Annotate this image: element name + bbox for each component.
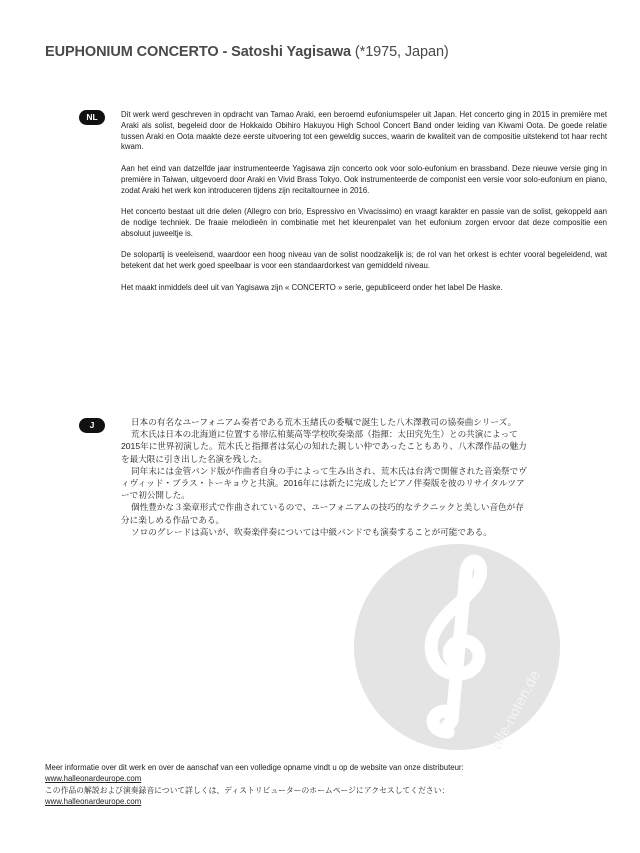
title-subtitle: (*1975, Japan) [354, 44, 449, 60]
jp-line: 日本の有名なユーフォニアム奏者である荒木玉緒氏の委嘱で誕生した八木澤教司の協奏曲シリーズ。 [131, 417, 517, 427]
title-main: EUPHONIUM CONCERTO - Satoshi Yagisawa [45, 44, 351, 60]
nl-paragraph: Het maakt inmiddels deel uit van Yagisawa zijn « CONCERTO » serie, gepubliceerd onder het label De Haske. [121, 282, 503, 292]
distributor-link-jp[interactable]: www.halleonardeurope.com [45, 797, 142, 807]
dutch-description [121, 110, 607, 304]
footer-info-jp: この作品の解説および演奏録音について詳しくは、ディストリビューターのホームページにアクセスしてください： [45, 785, 450, 795]
language-badge-nl: NL [79, 110, 105, 125]
treble-clef-watermark [352, 542, 562, 752]
jp-line: ソロのグレードは高いが、吹奏楽伴奏については中級バンドでも演奏することが可能である。 [131, 526, 492, 537]
distributor-link-nl[interactable]: www.halleonardeurope.com [45, 774, 142, 784]
jp-line: 分に楽しめる作品である。 [121, 514, 225, 525]
jp-line: 個性豊かな３楽章形式で作曲されているので、ユーフォニアムの技巧的なテクニックと美しい音色が存 [131, 502, 524, 513]
watermark-text: alle-noten.de [488, 667, 544, 752]
footer [45, 762, 464, 808]
nl-paragraph: Aan het eind van datzelfde jaar instrumenteerde Yagisawa zijn concerto ook voor solo-eufonium en brassband. Deze nieuwe versie ging in première in Taiwan, uitgevoerd door Araki en Vivid Brass Tokyo. Ook instrumenteerde de componist een versie voor solo-eufonium en piano, zodat Araki het werk kon introduceren tijdens zijn recitaltournee in 2016. [121, 163, 607, 195]
nl-paragraph: Dit werk werd geschreven in opdracht van Tamao Araki, een beroemd eufoniumspeler uit Japan. Het concerto ging in 2015 in première met Araki als solist, begeleid door de Hokkaido Obihiro Hakuyou High School Concert Band onder leiding van Kiwami Oota. De goede relatie tussen Araki en Oota maakte deze eerste uitvoering tot een geweldig succes, waarin de kwaliteit van de compositie uitstekend tot haar recht kwam. [121, 110, 607, 152]
page-title [45, 44, 449, 60]
japanese-description [121, 416, 611, 538]
jp-line: 同年末には金管バンド版が作曲者自身の手によって生み出され、荒木氏は台湾で開催された音楽祭でヴ [131, 465, 527, 476]
jp-line: ィヴィッド・ブラス・トーキョウと共演。2016年には新たに完成したピアノ伴奏版を彼のリサイタルツア [121, 478, 525, 489]
jp-line: ーで初公開した。 [121, 490, 190, 501]
jp-line: 荒木氏は日本の北海道に位置する帯広柏葉高等学校吹奏楽部（指揮：太田究先生）との共演によって [131, 429, 518, 440]
nl-paragraph: Het concerto bestaat uit drie delen (Allegro con brio, Espressivo en Vivacissimo) en vraagt karakter en passie van de solist, gekoppeld aan de nodige techniek. De fraaie melodieën in combinatie met het kleurenpalet van het eufonium zorgen ervoor dat deze compositie een absoluut juweeltje is. [121, 207, 607, 238]
language-badge-j: J [79, 418, 105, 433]
jp-line: 2015年に世界初演した。荒木氏と指揮者は気心の知れた親しい仲であったこともあり、八木澤作品の魅力 [121, 441, 527, 452]
jp-line: を最大限に引き出した名演を残した。 [121, 453, 268, 464]
footer-info-nl: Meer informatie over dit werk en over de aanschaf van een volledige opname vindt u op de website van onze distributeur: [45, 763, 464, 772]
nl-paragraph: De solopartij is veeleisend, waardoor een hoog niveau van de solist noodzakelijk is; de rol van het orkest is echter vooral begeleidend, wat betekent dat het werk goed speelbaar is voor een standaardorkest van gemiddeld niveau. [121, 250, 607, 271]
